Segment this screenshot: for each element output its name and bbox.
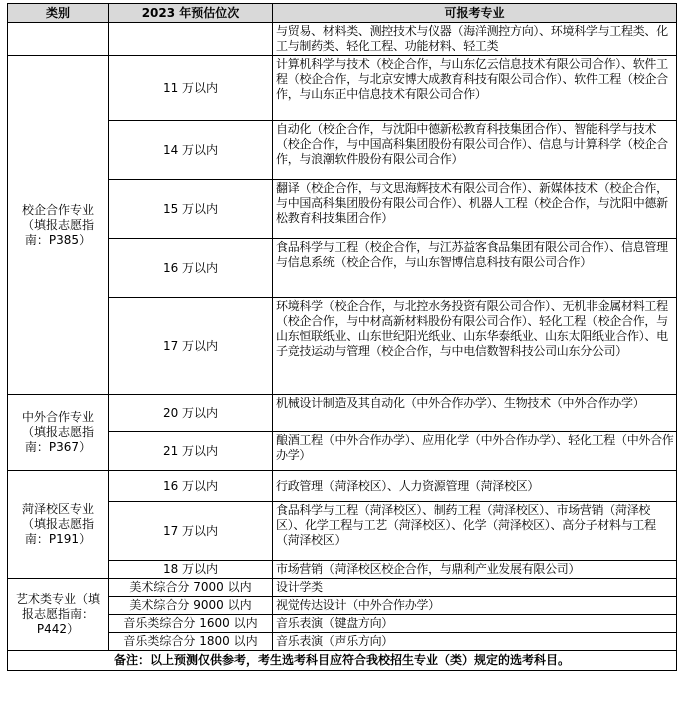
majors-cell: 食品科学与工程（校企合作，与江苏益客食品集团有限公司合作）、信息管理与信息系统（校企合作，与山东智博信息科技有限公司合作） <box>273 239 677 298</box>
table-row <box>8 395 677 432</box>
majors-cell: 机械设计制造及其自动化（中外合作办学）、生物技术（中外合作办学） <box>273 395 677 432</box>
rank-cell: 20 万以内 <box>109 395 273 432</box>
majors-cell: 行政管理（菏泽校区）、人力资源管理（菏泽校区） <box>273 471 677 502</box>
note-row <box>8 651 677 671</box>
table-row <box>8 239 677 298</box>
table-row <box>8 23 677 56</box>
category-cell: 校企合作专业（填报志愿指南：P385） <box>8 56 109 395</box>
header-majors: 可报考专业 <box>273 4 677 23</box>
rank-cell: 美术综合分 7000 以内 <box>109 579 273 597</box>
admission-table <box>7 3 677 671</box>
category-cell-empty <box>8 23 109 56</box>
rank-cell: 16 万以内 <box>109 239 273 298</box>
table-row <box>8 615 677 633</box>
rank-cell: 15 万以内 <box>109 180 273 239</box>
rank-cell: 14 万以内 <box>109 121 273 180</box>
table-row <box>8 502 677 561</box>
table-row <box>8 597 677 615</box>
rank-cell: 美术综合分 9000 以内 <box>109 597 273 615</box>
majors-cell: 音乐表演（键盘方向） <box>273 615 677 633</box>
rank-cell: 16 万以内 <box>109 471 273 502</box>
rank-cell: 11 万以内 <box>109 56 273 121</box>
note-text: 备注：以上预测仅供参考，考生选考科目应符合我校招生专业（类）规定的选考科目。 <box>8 651 677 671</box>
rank-cell: 音乐类综合分 1800 以内 <box>109 633 273 651</box>
rank-cell: 17 万以内 <box>109 502 273 561</box>
table-row <box>8 56 677 121</box>
table-row <box>8 121 677 180</box>
table-header-row <box>8 4 677 23</box>
majors-cell: 环境科学（校企合作，与北控水务投资有限公司合作）、无机非金属材料工程（校企合作，与中材高新材料股份有限公司合作）、轻化工程（校企合作，与山东恒联纸业、山东世纪阳光纸业、山东华泰纸业、山东太阳纸业合作）、电子竞技运动与管理（校企合作，与中电信数智科技公司山东分公司） <box>273 298 677 395</box>
majors-cell: 食品科学与工程（菏泽校区）、制药工程（菏泽校区）、市场营销（菏泽校区）、化学工程与工艺（菏泽校区）、化学（菏泽校区）、高分子材料与工程（菏泽校区） <box>273 502 677 561</box>
table-row <box>8 561 677 579</box>
majors-cell: 音乐表演（声乐方向） <box>273 633 677 651</box>
category-cell: 艺术类专业（填报志愿指南：P442） <box>8 579 109 651</box>
table-row <box>8 180 677 239</box>
rank-cell: 18 万以内 <box>109 561 273 579</box>
header-rank: 2023 年预估位次 <box>109 4 273 23</box>
majors-cell: 与贸易、材料类、测控技术与仪器（海洋测控方向）、环境科学与工程类、化工与制药类、轻化工程、功能材料、轻工类 <box>273 23 677 56</box>
rank-cell: 音乐类综合分 1600 以内 <box>109 615 273 633</box>
table-row <box>8 633 677 651</box>
table-row <box>8 471 677 502</box>
rank-cell: 17 万以内 <box>109 298 273 395</box>
category-cell: 菏泽校区专业（填报志愿指南：P191） <box>8 471 109 579</box>
rank-cell-empty <box>109 23 273 56</box>
rank-cell: 21 万以内 <box>109 432 273 471</box>
table-row <box>8 579 677 597</box>
category-cell: 中外合作专业（填报志愿指南：P367） <box>8 395 109 471</box>
majors-cell: 酿酒工程（中外合作办学）、应用化学（中外合作办学）、轻化工程（中外合作办学） <box>273 432 677 471</box>
table-row <box>8 298 677 395</box>
majors-cell: 视觉传达设计（中外合作办学） <box>273 597 677 615</box>
header-category: 类别 <box>8 4 109 23</box>
majors-cell: 翻译（校企合作，与文思海辉技术有限公司合作）、新媒体技术（校企合作，与中国高科集团股份有限公司合作）、机器人工程（校企合作，与沈阳中德新松教育科技集团合作） <box>273 180 677 239</box>
majors-cell: 计算机科学与技术（校企合作，与山东亿云信息技术有限公司合作）、软件工程（校企合作，与北京安博大成教育科技有限公司合作）、软件工程（校企合作，与山东正中信息技术有限公司合作） <box>273 56 677 121</box>
majors-cell: 自动化（校企合作，与沈阳中德新松教育科技集团合作）、智能科学与技术（校企合作，与中国高科集团股份有限公司合作）、信息与计算科学（校企合作，与浪潮软件股份有限公司合作） <box>273 121 677 180</box>
majors-cell: 市场营销（菏泽校区校企合作，与鼎利产业发展有限公司） <box>273 561 677 579</box>
table-row <box>8 432 677 471</box>
majors-cell: 设计学类 <box>273 579 677 597</box>
